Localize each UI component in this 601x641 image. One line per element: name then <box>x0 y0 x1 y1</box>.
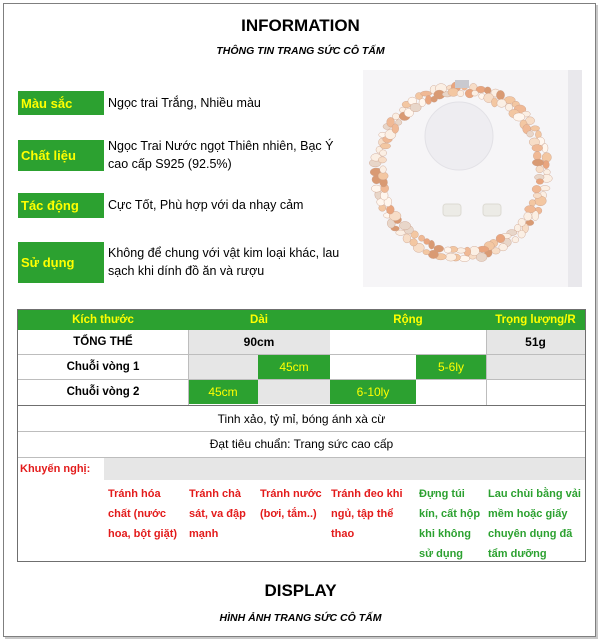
note-sleep: Tránh đeo khi ngủ, tập thể thao <box>331 488 403 540</box>
display-title: DISPLAY <box>264 581 337 600</box>
pearl-bead <box>380 143 390 149</box>
grid-line <box>18 431 585 432</box>
note-water: Tránh nước (bơi, tắm..) <box>260 488 322 520</box>
recommend-header-band <box>104 458 585 480</box>
pearl-bead <box>525 206 536 213</box>
grid-line <box>18 354 585 355</box>
strand2-width: 6-10ly <box>330 380 416 404</box>
pearl-bead <box>392 113 399 120</box>
strand2-length: 45cm <box>188 380 258 404</box>
attr-material-value: Ngọc Trai Nước ngọt Thiên nhiên, Bạc Ý cao cấp S925 (92.5%) <box>108 139 334 171</box>
pearl-bead <box>378 157 386 163</box>
pearl-bead <box>533 152 541 161</box>
pearl-bead <box>419 235 425 241</box>
grid-line <box>486 330 487 405</box>
pearl-bead <box>536 179 543 185</box>
grid-line <box>188 330 189 405</box>
pearl-bead <box>536 166 544 173</box>
pearl-bead <box>444 247 451 253</box>
attr-effect-value: Cực Tốt, Phù hợp với da nhạy cảm <box>108 198 304 212</box>
col-length-header: Dài <box>188 310 330 330</box>
attr-effect-label: Tác động <box>18 193 104 218</box>
pearl-bead <box>410 239 418 246</box>
grid-line <box>18 379 585 380</box>
standard-note: Đạt tiêu chuẩn: Trang sức cao cấp <box>209 437 394 451</box>
page-subtitle: THÔNG TIN TRANG SỨC CÔ TẤM <box>216 45 385 57</box>
pearl-bead <box>434 245 444 252</box>
quality-note: Tinh xảo, tỷ mỉ, bóng ánh xà cừ <box>217 412 386 426</box>
pearl-bead <box>529 200 536 207</box>
pearl-bead <box>532 185 541 193</box>
grid-line <box>18 405 585 406</box>
pearl-bead <box>419 98 426 106</box>
pearl-bead <box>496 90 504 100</box>
note-cleaning: Lau chùi bằng vải mềm hoặc giấy chuyên dụng đã tẩm dưỡng <box>488 488 581 560</box>
pearl-bead <box>380 166 387 173</box>
strand2-label: Chuỗi vòng 2 <box>66 386 140 398</box>
note-chemicals: Tránh hóa chất (nước hoa, bột giặt) <box>108 488 178 540</box>
col-weight-header: Trọng lượng/R <box>486 310 585 330</box>
clasp <box>455 80 469 88</box>
overall-label: TỔNG THỂ <box>73 336 133 348</box>
strand1-width: 5-6ly <box>416 355 486 379</box>
overall-length: 90cm <box>188 330 330 354</box>
pearl-bead <box>457 90 464 97</box>
strand2-spacer <box>258 380 330 404</box>
pearl-bead <box>542 144 548 153</box>
note-friction: Tránh chà sát, va đập mạnh <box>189 488 246 540</box>
pearl-bead <box>396 120 402 126</box>
pearl-bead <box>421 91 432 96</box>
attr-color-value: Ngọc trai Trắng, Nhiều màu <box>108 96 261 110</box>
strand1-spacer <box>188 355 258 379</box>
pearl-bead <box>399 222 410 230</box>
pearl-bead <box>403 234 411 243</box>
pearl-bead <box>472 90 479 96</box>
grid-line <box>18 457 585 458</box>
col-size-header: Kích thước <box>18 310 188 330</box>
pearl-bead <box>527 131 534 137</box>
measurement-table <box>17 309 586 562</box>
pearl-bead <box>459 255 469 261</box>
col-width-header: Rộng <box>330 310 486 330</box>
pearl-bead <box>531 126 540 131</box>
strand1-length: 45cm <box>258 355 330 379</box>
pearl-bead <box>532 145 543 152</box>
pearl-bead <box>484 87 491 94</box>
pearl-bead <box>532 159 544 166</box>
product-photo <box>363 70 582 287</box>
pearl-bead <box>423 250 430 255</box>
recommend-label: Khuyến nghị: <box>20 463 91 475</box>
pearl-bead <box>371 185 381 192</box>
overall-weight: 51g <box>486 330 585 354</box>
note-storage: Đựng túi kín, cất hộp khi không sử dụng <box>419 488 481 560</box>
pearl-bead <box>533 193 541 198</box>
pearl-bead <box>524 212 532 221</box>
attr-material-label: Chất liệu <box>18 140 104 171</box>
pearl-bead <box>540 186 550 191</box>
pearl-bead <box>512 237 519 243</box>
attr-usage-value: Không để chung với vật kim loại khác, lau sạch khi dính đồ ăn và rượu <box>108 246 340 278</box>
strand1-label: Chuỗi vòng 1 <box>66 361 140 373</box>
attr-usage-label: Sử dụng <box>18 242 104 283</box>
attr-color-label: Màu sắc <box>18 91 104 115</box>
pearl-bead <box>445 253 456 261</box>
pearl-necklace-image <box>363 70 582 287</box>
page-title: INFORMATION <box>241 16 360 35</box>
pearl-bead <box>497 99 506 107</box>
display-subtitle: HÌNH ẢNH TRANG SỨC CÔ TẤM <box>219 612 382 624</box>
pearl-bead <box>380 150 387 156</box>
strand1-weight-blank <box>486 355 585 379</box>
